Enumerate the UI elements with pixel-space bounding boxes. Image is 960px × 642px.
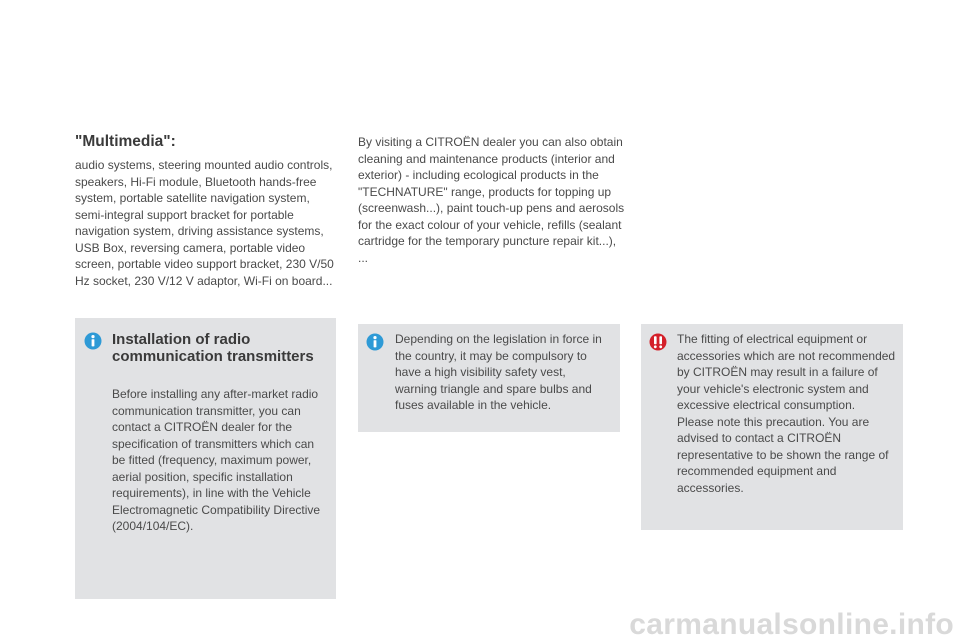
- radio-transmitter-panel: [75, 318, 336, 599]
- warning-text-line-2: Please note this precaution. You are advised to contact a CITROËN representative to be shown the range of recommended equipment and accessories.: [677, 414, 889, 495]
- multimedia-heading: "Multimedia":: [75, 133, 176, 150]
- info-icon: [366, 333, 384, 351]
- radio-panel-text: Before installing any after-market radio communication transmitter, you can contact a CITROËN dealer for the specification of transmitters which can be fitted (frequency, maximum power, aerial position, specific installation requirements), in line with the Vehicle Electromagnetic Compatibility Directive (2004/104/EC).: [112, 387, 321, 533]
- warning-text-line-1: The fitting of electrical equipment or accessories which are not recommended by CITROËN may result in a failure of your vehicle's electronic system and excessive electrical consumption.: [677, 332, 896, 412]
- multimedia-description: audio systems, steering mounted audio controls, speakers, Hi-Fi module, Bluetooth hands-free system, portable satellite navigation system, semi-integral support bracket for portable navigation system, driving assistance systems, USB Box, reversing camera, portable video screen, portable video support bracket, 230 V/50 Hz socket, 230 V/12 V adaptor, Wi-Fi on board...: [75, 158, 334, 288]
- electrical-warning-text: [677, 331, 899, 496]
- info-icon: [84, 332, 102, 350]
- warning-icon: [649, 333, 667, 351]
- radio-panel-title: Installation of radio communication transmitters: [112, 331, 314, 365]
- legislation-text: Depending on the legislation in force in the country, it may be compulsory to have a high visibility safety vest, warning triangle and spare bulbs and fuses available in the vehicle.: [395, 332, 602, 412]
- legislation-panel: [358, 324, 620, 432]
- watermark: carmanualsonline.info: [629, 608, 954, 641]
- electrical-warning-panel: [641, 324, 903, 530]
- dealer-products-paragraph: By visiting a CITROËN dealer you can also obtain cleaning and maintenance products (interior and exterior) - including ecological products in the "TECHNATURE" range, products for topping up (screenwash...), paint touch-up pens and aerosols for the exact colour of your vehicle, refills (sealant cartridge for the temporary puncture repair kit...), ...: [358, 135, 625, 265]
